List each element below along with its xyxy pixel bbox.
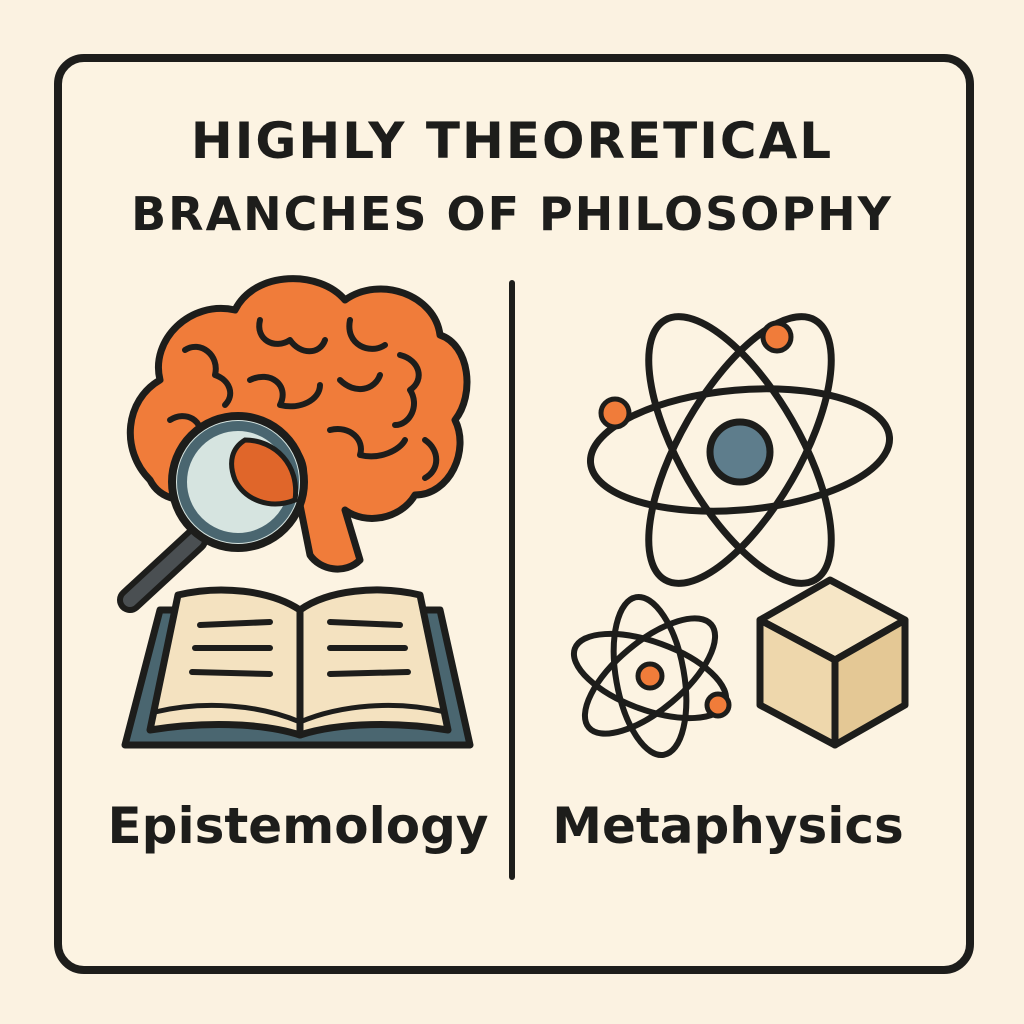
column-divider xyxy=(509,280,515,880)
epistemology-label: Epistemology xyxy=(107,797,489,855)
title-line-1: HIGHLY THEORETICAL xyxy=(190,112,834,170)
title-line-2: BRANCHES OF PHILOSOPHY xyxy=(131,187,893,241)
metaphysics-label: Metaphysics xyxy=(552,797,904,855)
